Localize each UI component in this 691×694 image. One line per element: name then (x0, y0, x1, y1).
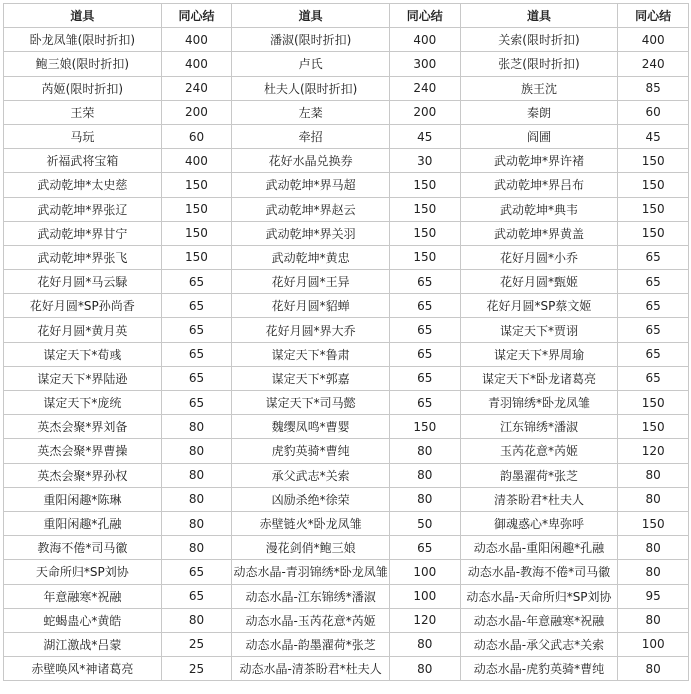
tongxinjie-value-cell: 65 (618, 294, 689, 318)
item-name-cell: 英杰会聚*界孙权 (4, 463, 162, 487)
table-row (4, 511, 689, 535)
item-name-cell: 江东锦绣*潘淑 (460, 415, 618, 439)
tongxinjie-value-cell: 65 (389, 536, 460, 560)
table-row (4, 173, 689, 197)
tongxinjie-value-cell: 80 (161, 608, 232, 632)
tongxinjie-value-cell: 30 (389, 149, 460, 173)
table-row (4, 391, 689, 415)
item-name-cell: 武动乾坤*界赵云 (232, 197, 390, 221)
tongxinjie-value-cell: 65 (161, 318, 232, 342)
tongxinjie-value-cell: 80 (618, 536, 689, 560)
table-row (4, 100, 689, 124)
tongxinjie-value-cell: 80 (618, 463, 689, 487)
item-name-cell: 年意融寒*祝融 (4, 584, 162, 608)
item-name-cell: 武动乾坤*界许褚 (460, 149, 618, 173)
item-name-cell: 左棻 (232, 100, 390, 124)
tongxinjie-value-cell: 65 (389, 270, 460, 294)
tongxinjie-value-cell: 80 (618, 560, 689, 584)
tongxinjie-value-cell: 150 (618, 415, 689, 439)
table-row (4, 124, 689, 148)
item-name-cell: 动态水晶-玉芮花意*芮姬 (232, 608, 390, 632)
tongxinjie-value-cell: 80 (161, 415, 232, 439)
header-value-1: 同心结 (161, 4, 232, 28)
table-row (4, 270, 689, 294)
item-name-cell: 动态水晶-青羽锦绣*卧龙凤雏 (232, 560, 390, 584)
tongxinjie-value-cell: 65 (389, 366, 460, 390)
tongxinjie-value-cell: 50 (389, 511, 460, 535)
tongxinjie-value-cell: 45 (389, 124, 460, 148)
item-name-cell: 动态水晶-年意融寒*祝融 (460, 608, 618, 632)
tongxinjie-value-cell: 150 (618, 391, 689, 415)
tongxinjie-value-cell: 95 (618, 584, 689, 608)
item-name-cell: 祈福武将宝箱 (4, 149, 162, 173)
tongxinjie-value-cell: 60 (618, 100, 689, 124)
item-name-cell: 谋定天下*界周瑜 (460, 342, 618, 366)
table-row (4, 439, 689, 463)
item-name-cell: 赤壁链火*卧龙凤雏 (232, 511, 390, 535)
header-value-3: 同心结 (618, 4, 689, 28)
tongxinjie-value-cell: 80 (389, 439, 460, 463)
item-name-cell: 英杰会聚*界曹操 (4, 439, 162, 463)
tongxinjie-value-cell: 150 (161, 197, 232, 221)
item-name-cell: 花好月圆*王异 (232, 270, 390, 294)
tongxinjie-value-cell: 150 (389, 197, 460, 221)
item-name-cell: 湖江激战*吕蒙 (4, 632, 162, 656)
tongxinjie-value-cell: 65 (161, 391, 232, 415)
header-value-2: 同心结 (389, 4, 460, 28)
header-item-3: 道具 (460, 4, 618, 28)
header-item-2: 道具 (232, 4, 390, 28)
tongxinjie-value-cell: 240 (618, 52, 689, 76)
table-body (4, 28, 689, 681)
tongxinjie-value-cell: 80 (389, 632, 460, 656)
tongxinjie-value-cell: 200 (389, 100, 460, 124)
tongxinjie-value-cell: 65 (161, 560, 232, 584)
tongxinjie-value-cell: 65 (161, 270, 232, 294)
table-row (4, 415, 689, 439)
item-name-cell: 动态水晶-清茶盼君*杜夫人 (232, 657, 390, 681)
item-name-cell: 武动乾坤*界关羽 (232, 221, 390, 245)
item-name-cell: 花好月圆*貂蝉 (232, 294, 390, 318)
item-name-cell: 卧龙凤雏(限时折扣) (4, 28, 162, 52)
tongxinjie-value-cell: 65 (161, 366, 232, 390)
item-name-cell: 花好月圆*马云騄 (4, 270, 162, 294)
tongxinjie-value-cell: 85 (618, 76, 689, 100)
tongxinjie-value-cell: 240 (389, 76, 460, 100)
tongxinjie-value-cell: 150 (161, 173, 232, 197)
item-name-cell: 动态水晶-教海不倦*司马徽 (460, 560, 618, 584)
tongxinjie-value-cell: 65 (389, 318, 460, 342)
tongxinjie-value-cell: 65 (389, 391, 460, 415)
item-name-cell: 动态水晶-虎豹英骑*曹纯 (460, 657, 618, 681)
tongxinjie-value-cell: 100 (618, 632, 689, 656)
item-name-cell: 谋定天下*郭嘉 (232, 366, 390, 390)
item-name-cell: 花好月圆*黄月英 (4, 318, 162, 342)
item-name-cell: 动态水晶-承父武志*关索 (460, 632, 618, 656)
table-row (4, 632, 689, 656)
tongxinjie-value-cell: 400 (161, 149, 232, 173)
tongxinjie-value-cell: 400 (618, 28, 689, 52)
item-name-cell: 马玩 (4, 124, 162, 148)
tongxinjie-value-cell: 150 (389, 245, 460, 269)
item-name-cell: 张芝(限时折扣) (460, 52, 618, 76)
table-row (4, 608, 689, 632)
item-name-cell: 玉芮花意*芮姬 (460, 439, 618, 463)
item-name-cell: 重阳闲趣*孔融 (4, 511, 162, 535)
header-item-1: 道具 (4, 4, 162, 28)
item-name-cell: 动态水晶-天命所归*SP刘协 (460, 584, 618, 608)
item-name-cell: 花好月圆*SP孙尚香 (4, 294, 162, 318)
tongxinjie-value-cell: 120 (618, 439, 689, 463)
tongxinjie-value-cell: 25 (161, 632, 232, 656)
table-row (4, 560, 689, 584)
tongxinjie-value-cell: 80 (618, 608, 689, 632)
item-name-cell: 卢氏 (232, 52, 390, 76)
tongxinjie-value-cell: 150 (618, 149, 689, 173)
item-name-cell: 魏缨凤鸣*曹婴 (232, 415, 390, 439)
table-row (4, 487, 689, 511)
table-row (4, 28, 689, 52)
tongxinjie-value-cell: 240 (161, 76, 232, 100)
item-name-cell: 谋定天下*荀彧 (4, 342, 162, 366)
table-row (4, 657, 689, 681)
tongxinjie-value-cell: 400 (161, 28, 232, 52)
item-name-cell: 动态水晶-重阳闲趣*孔融 (460, 536, 618, 560)
tongxinjie-value-cell: 65 (618, 342, 689, 366)
item-name-cell: 武动乾坤*界张辽 (4, 197, 162, 221)
item-name-cell: 动态水晶-韵墨濯荷*张芝 (232, 632, 390, 656)
item-name-cell: 武动乾坤*典韦 (460, 197, 618, 221)
item-name-cell: 青羽锦绣*卧龙凤雏 (460, 391, 618, 415)
item-name-cell: 武动乾坤*界黄盖 (460, 221, 618, 245)
item-name-cell: 动态水晶-江东锦绣*潘淑 (232, 584, 390, 608)
table-row (4, 463, 689, 487)
item-name-cell: 赤壁唤风*神诸葛亮 (4, 657, 162, 681)
item-name-cell: 族王沈 (460, 76, 618, 100)
table-row (4, 294, 689, 318)
tongxinjie-value-cell: 80 (389, 463, 460, 487)
item-name-cell: 天命所归*SP刘协 (4, 560, 162, 584)
item-name-cell: 王荣 (4, 100, 162, 124)
tongxinjie-value-cell: 150 (618, 511, 689, 535)
table-row (4, 342, 689, 366)
item-name-cell: 牵招 (232, 124, 390, 148)
item-name-cell: 重阳闲趣*陈琳 (4, 487, 162, 511)
tongxinjie-value-cell: 80 (618, 487, 689, 511)
item-name-cell: 武动乾坤*界张飞 (4, 245, 162, 269)
item-name-cell: 谋定天下*界陆逊 (4, 366, 162, 390)
tongxinjie-value-cell: 400 (161, 52, 232, 76)
item-name-cell: 阎圃 (460, 124, 618, 148)
tongxinjie-value-cell: 65 (389, 294, 460, 318)
table-header-row (4, 4, 689, 28)
item-name-cell: 武动乾坤*界甘宁 (4, 221, 162, 245)
tongxinjie-value-cell: 150 (618, 173, 689, 197)
tongxinjie-value-cell: 80 (161, 487, 232, 511)
tongxinjie-value-cell: 65 (618, 318, 689, 342)
table-row (4, 245, 689, 269)
item-name-cell: 虎豹英骑*曹纯 (232, 439, 390, 463)
item-name-cell: 芮姬(限时折扣) (4, 76, 162, 100)
tongxinjie-value-cell: 65 (389, 342, 460, 366)
item-name-cell: 谋定天下*司马懿 (232, 391, 390, 415)
tongxinjie-value-cell: 80 (161, 439, 232, 463)
item-name-cell: 谋定天下*贾诩 (460, 318, 618, 342)
item-name-cell: 承父武志*关索 (232, 463, 390, 487)
tongxinjie-value-cell: 65 (161, 294, 232, 318)
table-row (4, 318, 689, 342)
item-name-cell: 清茶盼君*杜夫人 (460, 487, 618, 511)
item-name-cell: 杜夫人(限时折扣) (232, 76, 390, 100)
table-row (4, 197, 689, 221)
item-name-cell: 教海不倦*司马徽 (4, 536, 162, 560)
tongxinjie-value-cell: 65 (161, 342, 232, 366)
item-name-cell: 谋定天下*鲁肃 (232, 342, 390, 366)
tongxinjie-value-cell: 300 (389, 52, 460, 76)
item-name-cell: 武动乾坤*界吕布 (460, 173, 618, 197)
tongxinjie-value-cell: 65 (618, 366, 689, 390)
item-name-cell: 花好水晶兑换券 (232, 149, 390, 173)
table-row (4, 584, 689, 608)
table-row (4, 366, 689, 390)
item-name-cell: 花好月圆*甄姬 (460, 270, 618, 294)
table-row (4, 76, 689, 100)
tongxinjie-value-cell: 80 (389, 487, 460, 511)
item-name-cell: 武动乾坤*界马超 (232, 173, 390, 197)
item-name-cell: 花好月圆*小乔 (460, 245, 618, 269)
table-row (4, 221, 689, 245)
reward-exchange-table (3, 3, 689, 681)
tongxinjie-value-cell: 60 (161, 124, 232, 148)
tongxinjie-value-cell: 80 (618, 657, 689, 681)
table-row (4, 52, 689, 76)
tongxinjie-value-cell: 150 (618, 221, 689, 245)
item-name-cell: 关索(限时折扣) (460, 28, 618, 52)
item-name-cell: 花好月圆*SP蔡文姬 (460, 294, 618, 318)
item-name-cell: 花好月圆*界大乔 (232, 318, 390, 342)
item-name-cell: 武动乾坤*太史慈 (4, 173, 162, 197)
tongxinjie-value-cell: 200 (161, 100, 232, 124)
tongxinjie-value-cell: 150 (389, 415, 460, 439)
item-name-cell: 蛇蝎蛊心*黄皓 (4, 608, 162, 632)
item-name-cell: 谋定天下*庞统 (4, 391, 162, 415)
tongxinjie-value-cell: 45 (618, 124, 689, 148)
tongxinjie-value-cell: 65 (161, 584, 232, 608)
tongxinjie-value-cell: 150 (618, 197, 689, 221)
tongxinjie-value-cell: 150 (161, 245, 232, 269)
item-name-cell: 御魂惑心*卑弥呼 (460, 511, 618, 535)
tongxinjie-value-cell: 150 (389, 221, 460, 245)
tongxinjie-value-cell: 100 (389, 584, 460, 608)
item-name-cell: 韵墨濯荷*张芝 (460, 463, 618, 487)
tongxinjie-value-cell: 80 (161, 463, 232, 487)
tongxinjie-value-cell: 80 (161, 536, 232, 560)
item-name-cell: 漫花剑俏*鲍三娘 (232, 536, 390, 560)
tongxinjie-value-cell: 65 (618, 245, 689, 269)
item-name-cell: 武动乾坤*黄忠 (232, 245, 390, 269)
table-row (4, 536, 689, 560)
table-row (4, 149, 689, 173)
tongxinjie-value-cell: 25 (161, 657, 232, 681)
tongxinjie-value-cell: 400 (389, 28, 460, 52)
tongxinjie-value-cell: 100 (389, 560, 460, 584)
tongxinjie-value-cell: 65 (618, 270, 689, 294)
item-name-cell: 潘淑(限时折扣) (232, 28, 390, 52)
tongxinjie-value-cell: 150 (389, 173, 460, 197)
tongxinjie-value-cell: 120 (389, 608, 460, 632)
tongxinjie-value-cell: 150 (161, 221, 232, 245)
item-name-cell: 凶励杀绝*徐荣 (232, 487, 390, 511)
tongxinjie-value-cell: 80 (389, 657, 460, 681)
item-name-cell: 秦朗 (460, 100, 618, 124)
item-name-cell: 谋定天下*卧龙诸葛亮 (460, 366, 618, 390)
tongxinjie-value-cell: 80 (161, 511, 232, 535)
item-name-cell: 鲍三娘(限时折扣) (4, 52, 162, 76)
item-name-cell: 英杰会聚*界刘备 (4, 415, 162, 439)
